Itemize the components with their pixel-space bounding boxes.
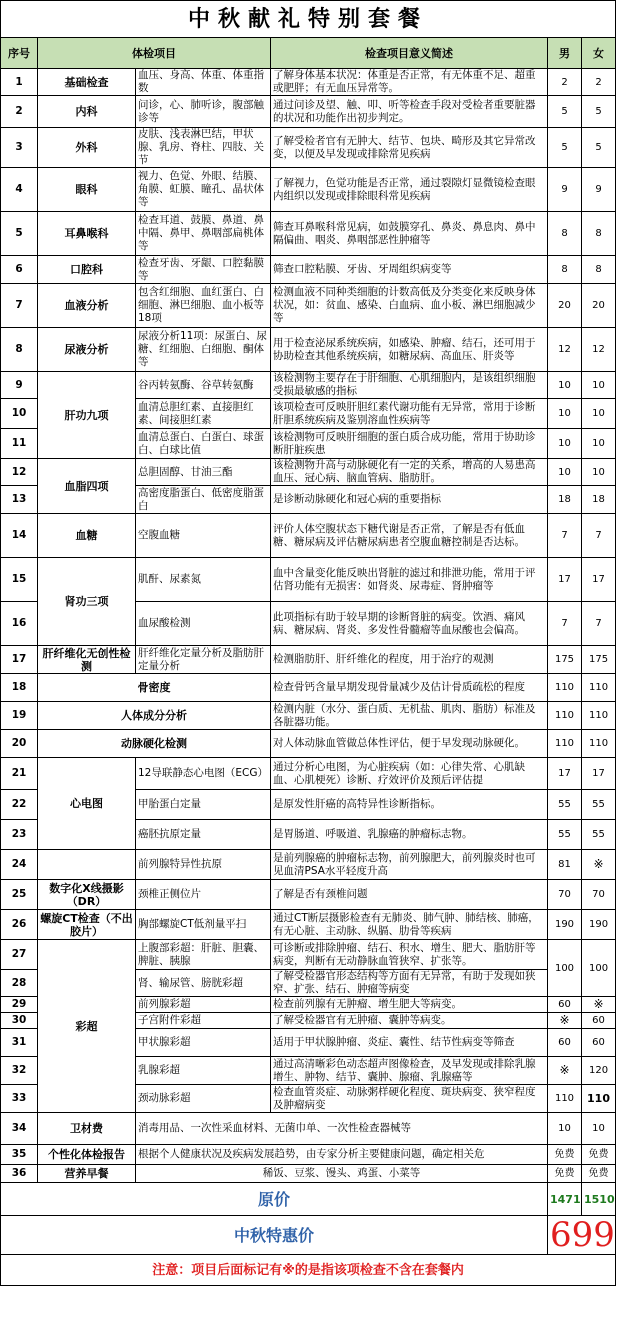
item-category: 数字化X线摄影（DR） — [38, 880, 136, 910]
item-detail: 皮肤、浅表淋巴结，甲状腺、乳房、脊柱、四肢、关节 — [136, 128, 271, 168]
price-male: 81 — [548, 850, 582, 880]
price-female: 190 — [582, 910, 616, 940]
item-meaning: 该检测物可反映肝细胞的蛋白质合成功能，常用于协助诊断肝脏疾患 — [271, 429, 548, 459]
price-female: 70 — [582, 880, 616, 910]
price-male: 8 — [548, 256, 582, 284]
item-detail: 包含红细胞、血红蛋白、白细胞、淋巴细胞、血小板等18项 — [136, 284, 271, 328]
item-detail: 问诊，心、肺听诊，腹部触诊等 — [136, 96, 271, 128]
price-female: 120 — [582, 1057, 616, 1085]
price-male: 110 — [548, 702, 582, 730]
item-category — [38, 850, 136, 880]
price-male: 10 — [548, 399, 582, 429]
notice-text: 注意：项目后面标记有※的是指该项检查不含在套餐内 — [1, 1255, 616, 1286]
item-detail: 甲胎蛋白定量 — [136, 790, 271, 820]
item-detail: 肾、输尿管、膀胱彩超 — [136, 970, 271, 997]
row-number: 2 — [1, 96, 38, 128]
item-category: 动脉硬化检测 — [38, 730, 271, 758]
item-category: 营养早餐 — [38, 1165, 136, 1183]
price-male: 70 — [548, 880, 582, 910]
item-detail: 尿液分析11项：尿蛋白、尿糖、红细胞、白细胞、酮体等 — [136, 328, 271, 372]
table-row — [1, 646, 616, 674]
price-female: 10 — [582, 1113, 616, 1145]
price-female: 18 — [582, 486, 616, 514]
table-row — [1, 459, 616, 486]
item-category: 内科 — [38, 96, 136, 128]
table-row — [1, 328, 616, 372]
item-detail: 颈椎正侧位片 — [136, 880, 271, 910]
item-detail: 前列腺彩超 — [136, 997, 271, 1013]
table-row — [1, 702, 616, 730]
item-category: 血脂四项 — [38, 459, 136, 514]
price-female: 100 — [582, 940, 616, 997]
item-meaning: 是诊断动脉硬化和冠心病的重要指标 — [271, 486, 548, 514]
item-category: 肾功三项 — [38, 558, 136, 646]
row-number: 29 — [1, 997, 38, 1013]
item-category: 螺旋CT检查（不出胶片） — [38, 910, 136, 940]
item-category: 外科 — [38, 128, 136, 168]
price-male: 8 — [548, 212, 582, 256]
item-meaning: 此项指标有助于较早期的诊断肾脏的病变。饮酒、痛风病、糖尿病、肾炎、多发性骨髓瘤等血尿酸也会偏高。 — [271, 602, 548, 646]
item-detail: 检查牙齿、牙龈、口腔黏膜等 — [136, 256, 271, 284]
row-number: 6 — [1, 256, 38, 284]
row-number: 10 — [1, 399, 38, 429]
item-meaning: 可诊断或排除肿瘤、结石、积水、增生、肥大、脂肪肝等病变，判断有无动静脉血管狭窄、扩张等。 — [271, 940, 548, 970]
item-detail: 根据个人健康状况及疾病发展趋势，由专家分析主要健康问题，确定相关危 — [136, 1145, 548, 1165]
row-number: 17 — [1, 646, 38, 674]
item-meaning: 筛查口腔粘膜、牙齿、牙周组织病变等 — [271, 256, 548, 284]
item-detail: 血清总蛋白、白蛋白、球蛋白、白球比值 — [136, 429, 271, 459]
price-female: 10 — [582, 399, 616, 429]
item-meaning: 了解是否有颈椎问题 — [271, 880, 548, 910]
row-number: 5 — [1, 212, 38, 256]
price-male: 5 — [548, 128, 582, 168]
header-female: 女 — [582, 38, 616, 69]
price-male: 免费 — [548, 1165, 582, 1183]
item-meaning: 适用于甲状腺肿瘤、炎症、囊性、结节性病变等筛查 — [271, 1029, 548, 1057]
item-category: 血液分析 — [38, 284, 136, 328]
item-meaning: 了解受检者官有无肿大、结节、包块、畸形及其它异常改变，以便及早发现或排除常见疾病 — [271, 128, 548, 168]
price-male: 110 — [548, 1085, 582, 1113]
item-meaning: 通过问诊及望、触、叩、听等检查手段对受检者重要脏器的状况和功能作出初步判定。 — [271, 96, 548, 128]
price-female: 免费 — [582, 1145, 616, 1165]
price-female: 55 — [582, 820, 616, 850]
item-meaning: 对人体动脉血管做总体性评估，便于早发现动脉硬化。 — [271, 730, 548, 758]
price-female: 110 — [582, 1085, 616, 1113]
item-meaning: 该检测物升高与动脉硬化有一定的关系，增高的人易患高血压、冠心病、脑血管病、脂肪肝。 — [271, 459, 548, 486]
price-female: 9 — [582, 168, 616, 212]
price-female: 17 — [582, 758, 616, 790]
row-number: 32 — [1, 1057, 38, 1085]
row-number: 1 — [1, 69, 38, 96]
item-meaning: 了解身体基本状况：体重是否正常，有无体重不足、超重或肥胖；有无血压异常等。 — [271, 69, 548, 96]
item-detail: 高密度脂蛋白、低密度脂蛋白 — [136, 486, 271, 514]
table-row — [1, 1165, 616, 1183]
item-meaning: 了解视力，色觉功能是否正常，通过裂隙灯显微镜检查眼内组织以发现或排除眼科常见疾病 — [271, 168, 548, 212]
price-male: 175 — [548, 646, 582, 674]
price-male: 110 — [548, 674, 582, 702]
item-meaning: 检测内脏（水分、蛋白质、无机盐、肌肉、脂肪）标准及各脏器功能。 — [271, 702, 548, 730]
price-male: ※ — [548, 1013, 582, 1029]
price-male: 17 — [548, 558, 582, 602]
row-number: 34 — [1, 1113, 38, 1145]
price-female: 175 — [582, 646, 616, 674]
price-male: 10 — [548, 372, 582, 399]
row-number: 33 — [1, 1085, 38, 1113]
item-meaning: 通过高清晰彩色动态超声图像检查，及早发现或排除乳腺增生、肿物、结节、囊肿、腺瘤、乳腺癌等 — [271, 1057, 548, 1085]
original-price-male: 1471 — [548, 1183, 582, 1216]
table-row — [1, 758, 616, 790]
table-row — [1, 372, 616, 399]
row-number: 3 — [1, 128, 38, 168]
table-row — [1, 212, 616, 256]
price-male: 免费 — [548, 1145, 582, 1165]
item-detail: 血尿酸检测 — [136, 602, 271, 646]
item-detail: 甲状腺彩超 — [136, 1029, 271, 1057]
row-number: 31 — [1, 1029, 38, 1057]
row-number: 30 — [1, 1013, 38, 1029]
price-female: 7 — [582, 514, 616, 558]
row-number: 21 — [1, 758, 38, 790]
item-category: 肝纤维化无创性检测 — [38, 646, 136, 674]
header-male: 男 — [548, 38, 582, 69]
price-male: 10 — [548, 459, 582, 486]
row-number: 22 — [1, 790, 38, 820]
row-number: 4 — [1, 168, 38, 212]
table-row — [1, 730, 616, 758]
row-number: 26 — [1, 910, 38, 940]
item-detail: 癌胚抗原定量 — [136, 820, 271, 850]
original-price-label: 原价 — [1, 1183, 548, 1216]
item-category: 血糖 — [38, 514, 136, 558]
price-female: 5 — [582, 96, 616, 128]
item-meaning: 了解受检器官有无肿瘤、囊肿等病变。 — [271, 1013, 548, 1029]
price-female: 110 — [582, 702, 616, 730]
row-number: 18 — [1, 674, 38, 702]
item-detail: 上腹部彩超：肝脏、胆囊、脾脏、胰腺 — [136, 940, 271, 970]
price-female: 免费 — [582, 1165, 616, 1183]
price-female: 7 — [582, 602, 616, 646]
table-row — [1, 514, 616, 558]
table-row — [1, 1145, 616, 1165]
item-meaning: 血中含量变化能反映出肾脏的滤过和排泄功能，常用于评估肾功能有无损害：如肾炎、尿毒症、肾肿瘤等 — [271, 558, 548, 602]
item-detail: 谷丙转氨酶、谷草转氨酶 — [136, 372, 271, 399]
row-number: 36 — [1, 1165, 38, 1183]
table-row — [1, 168, 616, 212]
price-male: ※ — [548, 1057, 582, 1085]
item-detail: 稀饭、豆浆、馒头、鸡蛋、小菜等 — [136, 1165, 548, 1183]
price-male: 17 — [548, 758, 582, 790]
price-male: 100 — [548, 940, 582, 997]
table-row — [1, 256, 616, 284]
item-category: 肝功九项 — [38, 372, 136, 459]
price-female: 2 — [582, 69, 616, 96]
item-category: 人体成分分析 — [38, 702, 271, 730]
price-male: 60 — [548, 997, 582, 1013]
row-number: 25 — [1, 880, 38, 910]
item-category: 尿液分析 — [38, 328, 136, 372]
table-row — [1, 284, 616, 328]
item-detail: 肝纤维化定量分析及脂肪肝定量分析 — [136, 646, 271, 674]
price-female: 110 — [582, 674, 616, 702]
item-detail: 12导联静态心电图（ECG） — [136, 758, 271, 790]
row-number: 23 — [1, 820, 38, 850]
price-male: 10 — [548, 429, 582, 459]
special-price-label: 中秋特惠价 — [1, 1216, 548, 1255]
price-male: 5 — [548, 96, 582, 128]
item-detail: 颈动脉彩超 — [136, 1085, 271, 1113]
price-female: 20 — [582, 284, 616, 328]
item-meaning: 是原发性肝癌的高特异性诊断指标。 — [271, 790, 548, 820]
header-item: 体检项目 — [38, 38, 271, 69]
price-female: 60 — [582, 1013, 616, 1029]
table-row — [1, 558, 616, 602]
row-number: 16 — [1, 602, 38, 646]
item-detail: 视力、色觉、外眼、结膜、角膜、虹膜、瞳孔、晶状体等 — [136, 168, 271, 212]
row-number: 24 — [1, 850, 38, 880]
item-meaning: 通过CT断层摄影检查有无肺炎、肺气肿、肺结核、肺癌，有无心脏、主动脉、纵膈、肋骨等疾病 — [271, 910, 548, 940]
item-category: 心电图 — [38, 758, 136, 850]
item-meaning: 检查骨钙含量早期发现骨量减少及估计骨质疏松的程度 — [271, 674, 548, 702]
price-female: 10 — [582, 459, 616, 486]
row-number: 7 — [1, 284, 38, 328]
item-detail: 胸部螺旋CT低剂量平扫 — [136, 910, 271, 940]
item-detail: 乳腺彩超 — [136, 1057, 271, 1085]
row-number: 9 — [1, 372, 38, 399]
row-number: 19 — [1, 702, 38, 730]
price-male: 55 — [548, 790, 582, 820]
price-male: 7 — [548, 514, 582, 558]
price-female: 12 — [582, 328, 616, 372]
table-row — [1, 128, 616, 168]
item-category: 基础检查 — [38, 69, 136, 96]
price-male: 2 — [548, 69, 582, 96]
page-title: 中秋献礼特别套餐 — [1, 1, 616, 38]
item-category: 口腔科 — [38, 256, 136, 284]
table-row — [1, 940, 616, 970]
table-row — [1, 850, 616, 880]
row-number: 35 — [1, 1145, 38, 1165]
row-number: 20 — [1, 730, 38, 758]
item-meaning: 该检测物主要存在于肝细胞、心肌细胞内，是该组织细胞受损最敏感的指标 — [271, 372, 548, 399]
item-meaning: 检查血管炎症、动脉粥样硬化程度、斑块病变、狭窄程度及肿瘤病变 — [271, 1085, 548, 1113]
row-number: 12 — [1, 459, 38, 486]
price-male: 12 — [548, 328, 582, 372]
item-detail: 总胆固醇、甘油三酯 — [136, 459, 271, 486]
price-female: 8 — [582, 212, 616, 256]
item-category: 骨密度 — [38, 674, 271, 702]
price-female: ※ — [582, 850, 616, 880]
price-male: 60 — [548, 1029, 582, 1057]
item-detail: 肌酐、尿素氮 — [136, 558, 271, 602]
price-female: 8 — [582, 256, 616, 284]
item-meaning: 检测血液不同种类细胞的计数高低及分类变化来反映身体状况，如：贫血、感染、白血病、血小板、淋巴细胞减少等 — [271, 284, 548, 328]
price-female: 10 — [582, 372, 616, 399]
row-number: 8 — [1, 328, 38, 372]
price-male: 190 — [548, 910, 582, 940]
item-detail: 检查耳道、鼓膜、鼻道、鼻中隔、鼻甲、鼻咽部扁桃体等 — [136, 212, 271, 256]
price-female: 60 — [582, 1029, 616, 1057]
item-meaning: 筛查耳鼻喉科常见病，如鼓膜穿孔、鼻炎、鼻息肉、鼻中隔偏曲、咽炎、鼻咽部恶性肿瘤等 — [271, 212, 548, 256]
row-number: 28 — [1, 970, 38, 997]
price-male: 7 — [548, 602, 582, 646]
item-meaning: 该项检查可反映肝胆红素代谢功能有无异常，常用于诊断肝胆系统疾病及鉴别溶血性疾病等 — [271, 399, 548, 429]
item-detail: 前列腺特异性抗原 — [136, 850, 271, 880]
price-female: ※ — [582, 997, 616, 1013]
item-category: 个性化体检报告 — [38, 1145, 136, 1165]
item-category: 卫材费 — [38, 1113, 136, 1145]
table-row — [1, 1113, 616, 1145]
table-row — [1, 880, 616, 910]
price-male: 20 — [548, 284, 582, 328]
price-female: 110 — [582, 730, 616, 758]
price-male: 10 — [548, 1113, 582, 1145]
table-row — [1, 96, 616, 128]
row-number: 11 — [1, 429, 38, 459]
row-number: 13 — [1, 486, 38, 514]
price-female: 17 — [582, 558, 616, 602]
item-category: 彩超 — [38, 940, 136, 1113]
row-number: 27 — [1, 940, 38, 970]
table-row — [1, 674, 616, 702]
price-female: 55 — [582, 790, 616, 820]
header-meaning: 检查项目意义简述 — [271, 38, 548, 69]
row-number: 15 — [1, 558, 38, 602]
item-meaning: 检测脂肪肝、肝纤维化的程度，用于治疗的观测 — [271, 646, 548, 674]
price-male: 18 — [548, 486, 582, 514]
price-male: 55 — [548, 820, 582, 850]
item-detail: 血清总胆红素、直接胆红素、间接胆红素 — [136, 399, 271, 429]
item-detail: 消毒用品、一次性采血材料、无菌巾单、一次性检查器械等 — [136, 1113, 548, 1145]
item-meaning: 评价人体空腹状态下糖代谢是否正常，了解是否有低血糖、糖尿病及评估糖尿病患者空腹血糖控制是否达标。 — [271, 514, 548, 558]
price-female: 5 — [582, 128, 616, 168]
item-category: 眼科 — [38, 168, 136, 212]
table-row — [1, 69, 616, 96]
item-meaning: 是前列腺癌的肿瘤标志物，前列腺肥大，前列腺炎时也可见血清PSA水平轻度升高 — [271, 850, 548, 880]
original-price-female: 1510 — [582, 1183, 616, 1216]
price-female: 10 — [582, 429, 616, 459]
price-male: 110 — [548, 730, 582, 758]
item-meaning: 通过分析心电图，为心脏疾病（如：心律失常、心肌缺血、心肌梗死）诊断、疗效评价及预后评估提 — [271, 758, 548, 790]
item-detail: 空腹血糖 — [136, 514, 271, 558]
item-meaning: 检查前列腺有无肿瘤、增生肥大等病变。 — [271, 997, 548, 1013]
row-number: 14 — [1, 514, 38, 558]
item-meaning: 是胃肠道、呼吸道、乳腺癌的肿瘤标志物。 — [271, 820, 548, 850]
item-meaning: 用于检查泌尿系统疾病，如感染、肿瘤、结石，还可用于协助检查其他系统疾病，如糖尿病、高血压、肝炎等 — [271, 328, 548, 372]
item-detail: 血压、身高、体重、体重指数 — [136, 69, 271, 96]
special-price: 699 — [548, 1216, 616, 1255]
header-no: 序号 — [1, 38, 38, 69]
price-male: 9 — [548, 168, 582, 212]
table-row — [1, 910, 616, 940]
item-detail: 子宫附件彩超 — [136, 1013, 271, 1029]
item-meaning: 了解受检器官形态结构等方面有无异常，有助于发现如狭窄、扩张、结石、肿瘤等病变 — [271, 970, 548, 997]
item-category: 耳鼻喉科 — [38, 212, 136, 256]
